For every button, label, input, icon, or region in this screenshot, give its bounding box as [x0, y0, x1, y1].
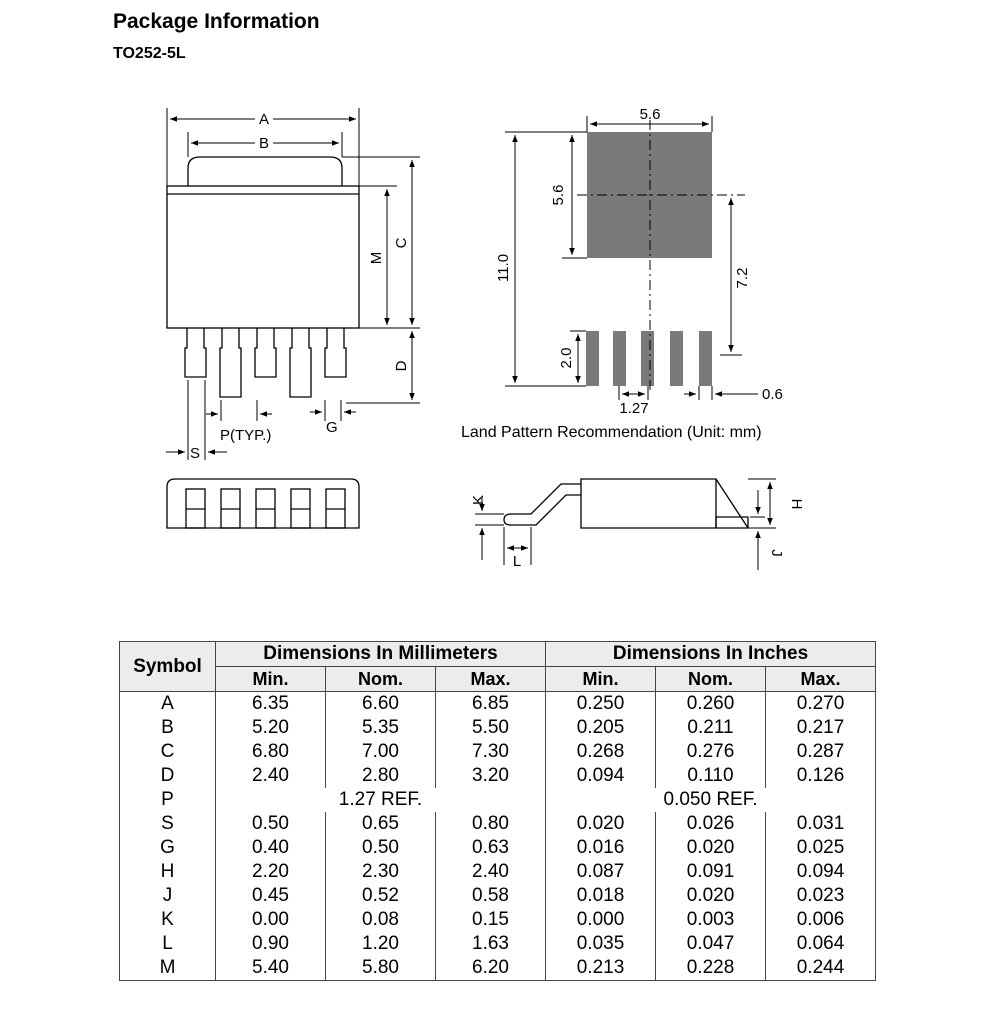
page-title: Package Information	[113, 10, 320, 33]
mm-min-cell: 0.50	[216, 812, 326, 836]
inch-min-cell: 0.094	[546, 764, 656, 788]
lead-pad	[613, 331, 626, 386]
mm-min-cell: 5.20	[216, 716, 326, 740]
inch-max-cell: 0.023	[766, 884, 876, 908]
mm-nom-cell: 1.20	[326, 932, 436, 956]
table-row	[120, 956, 876, 981]
mm-min-cell: 2.40	[216, 764, 326, 788]
mm-nom-cell: 0.52	[326, 884, 436, 908]
inch-max-cell: 0.006	[766, 908, 876, 932]
mm-nom-cell: 6.60	[326, 692, 436, 717]
mm-nom-cell: 0.50	[326, 836, 436, 860]
mm-nom-cell: 7.00	[326, 740, 436, 764]
dim-label-k: K	[470, 494, 487, 506]
inch-max-cell: 0.126	[766, 764, 876, 788]
mm-min-cell: 5.40	[216, 956, 326, 981]
inch-max-cell: 0.270	[766, 692, 876, 717]
mm-header: Dimensions In Millimeters	[216, 642, 546, 667]
mm-max-cell: 1.63	[436, 932, 546, 956]
inch-min-cell: 0.205	[546, 716, 656, 740]
symbol-cell: G	[120, 836, 216, 860]
symbol-cell: J	[120, 884, 216, 908]
dim-label-a: A	[258, 111, 270, 128]
table-row	[120, 788, 876, 812]
mm-max-cell: 6.85	[436, 692, 546, 717]
inch-max-cell: 0.094	[766, 860, 876, 884]
inch-min-cell: 0.268	[546, 740, 656, 764]
inch-nom-header: Nom.	[656, 667, 766, 692]
mm-nom-header: Nom.	[326, 667, 436, 692]
lead-pitch-label: 1.27	[619, 400, 649, 417]
symbol-cell: A	[120, 692, 216, 717]
lead-pad	[670, 331, 683, 386]
lead-pad	[699, 331, 712, 386]
mm-nom-cell: 0.08	[326, 908, 436, 932]
pad-height-label: 5.6	[550, 184, 567, 206]
pad-width-label: 5.6	[639, 106, 661, 123]
mm-min-header: Min.	[216, 667, 326, 692]
inch-nom-cell: 0.276	[656, 740, 766, 764]
inch-min-cell: 0.000	[546, 908, 656, 932]
inch-max-cell: 0.025	[766, 836, 876, 860]
table-row	[120, 836, 876, 860]
inch-max-cell: 0.031	[766, 812, 876, 836]
inch-nom-cell: 0.110	[656, 764, 766, 788]
symbol-cell: H	[120, 860, 216, 884]
inch-nom-cell: 0.047	[656, 932, 766, 956]
mm-nom-cell: 2.80	[326, 764, 436, 788]
table-row	[120, 716, 876, 740]
dim-label-h: H	[788, 498, 805, 510]
inch-nom-cell: 0.026	[656, 812, 766, 836]
symbol-cell: P	[120, 788, 216, 812]
lead-pad	[641, 331, 654, 386]
symbol-cell: D	[120, 764, 216, 788]
inch-max-cell: 0.244	[766, 956, 876, 981]
dim-label-g: G	[326, 419, 338, 436]
inch-min-cell: 0.018	[546, 884, 656, 908]
mm-nom-cell: 5.80	[326, 956, 436, 981]
mm-min-cell: 6.80	[216, 740, 326, 764]
mm-max-header: Max.	[436, 667, 546, 692]
inch-min-cell: 0.250	[546, 692, 656, 717]
inch-min-cell: 0.087	[546, 860, 656, 884]
mm-min-cell: 0.40	[216, 836, 326, 860]
inch-nom-cell: 0.020	[656, 884, 766, 908]
package-name: TO252-5L	[113, 45, 186, 62]
mm-max-cell: 3.20	[436, 764, 546, 788]
mm-nom-cell: 5.35	[326, 716, 436, 740]
mm-min-cell: 2.20	[216, 860, 326, 884]
symbol-cell: C	[120, 740, 216, 764]
dim-label-l: L	[512, 553, 522, 570]
mm-max-cell: 0.15	[436, 908, 546, 932]
end-view	[167, 479, 359, 528]
symbol-cell: S	[120, 812, 216, 836]
inch-nom-cell: 0.091	[656, 860, 766, 884]
mm-max-cell: 6.20	[436, 956, 546, 981]
dim-label-b: B	[258, 135, 270, 152]
table-row	[120, 812, 876, 836]
table-row	[120, 764, 876, 788]
dim-label-d: D	[393, 360, 410, 372]
symbol-cell: K	[120, 908, 216, 932]
inch-nom-cell: 0.260	[656, 692, 766, 717]
dim-label-s: S	[190, 445, 201, 462]
inch-nom-cell: 0.003	[656, 908, 766, 932]
lead-length-label: 2.0	[558, 347, 575, 369]
inch-min-header: Min.	[546, 667, 656, 692]
mm-min-cell: 0.45	[216, 884, 326, 908]
mm-ref-cell: 1.27 REF.	[216, 788, 546, 812]
table-row	[120, 884, 876, 908]
dimensions-table	[119, 641, 876, 981]
symbol-cell: M	[120, 956, 216, 981]
symbol-cell: B	[120, 716, 216, 740]
inch-min-cell: 0.035	[546, 932, 656, 956]
lead-width-label: 0.6	[762, 386, 783, 403]
inch-nom-cell: 0.211	[656, 716, 766, 740]
inch-min-cell: 0.016	[546, 836, 656, 860]
dim-label-m: M	[368, 251, 385, 265]
top-leads	[185, 328, 346, 397]
inch-max-cell: 0.287	[766, 740, 876, 764]
center-distance-label: 7.2	[734, 267, 751, 289]
symbol-header: Symbol	[120, 642, 216, 692]
lead-pad	[586, 331, 599, 386]
dim-label-j: J	[768, 549, 785, 557]
inch-nom-cell: 0.228	[656, 956, 766, 981]
mm-max-cell: 0.58	[436, 884, 546, 908]
symbol-cell: L	[120, 932, 216, 956]
mm-max-cell: 2.40	[436, 860, 546, 884]
total-height-label: 11.0	[495, 253, 512, 283]
land-pattern-caption: Land Pattern Recommendation (Unit: mm)	[461, 424, 762, 441]
inch-max-cell: 0.217	[766, 716, 876, 740]
table-row	[120, 740, 876, 764]
inch-min-cell: 0.213	[546, 956, 656, 981]
mm-max-cell: 7.30	[436, 740, 546, 764]
dim-label-p: P(TYP.)	[220, 427, 272, 444]
mm-min-cell: 0.00	[216, 908, 326, 932]
mm-nom-cell: 2.30	[326, 860, 436, 884]
mm-max-cell: 0.80	[436, 812, 546, 836]
inch-nom-cell: 0.020	[656, 836, 766, 860]
inch-ref-cell: 0.050 REF.	[546, 788, 876, 812]
mm-min-cell: 0.90	[216, 932, 326, 956]
table-row	[120, 860, 876, 884]
mm-max-cell: 5.50	[436, 716, 546, 740]
inch-max-cell: 0.064	[766, 932, 876, 956]
top-view	[166, 108, 420, 460]
inch-header: Dimensions In Inches	[546, 642, 876, 667]
table-row	[120, 692, 876, 717]
mm-max-cell: 0.63	[436, 836, 546, 860]
table-row	[120, 932, 876, 956]
land-pattern	[461, 106, 783, 441]
inch-min-cell: 0.020	[546, 812, 656, 836]
dimensions-table-body	[120, 692, 876, 981]
mm-nom-cell: 0.65	[326, 812, 436, 836]
table-row	[120, 908, 876, 932]
inch-max-header: Max.	[766, 667, 876, 692]
dim-label-c: C	[393, 237, 410, 249]
mm-min-cell: 6.35	[216, 692, 326, 717]
